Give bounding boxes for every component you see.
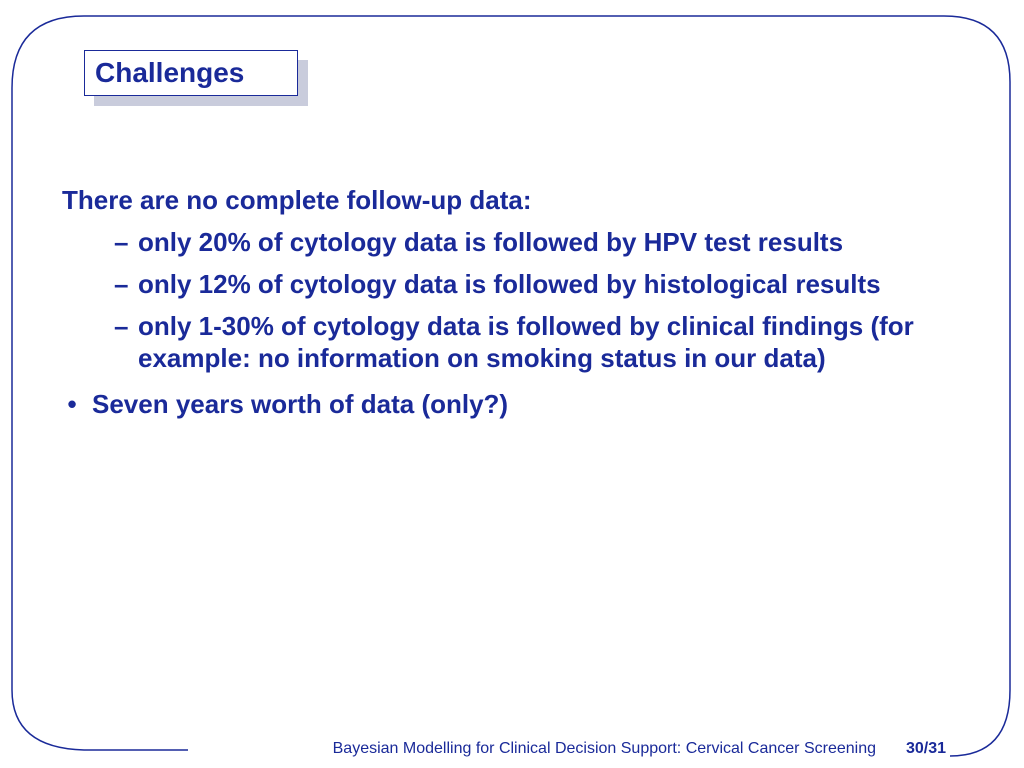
sub-item-text: only 20% of cytology data is followed by HPV test results [138,227,844,257]
sub-item [114,226,918,258]
sub-item-text: only 1-30% of cytology data is followed by clinical findings (for example: no information on smoking status in our data) [138,311,914,373]
page-number: 30/31 [905,740,946,757]
dash-marker: – [114,269,129,299]
sub-item [114,268,918,300]
dash-marker: – [114,227,129,257]
slide-content [62,184,962,420]
sub-item [114,310,918,374]
dash-marker: – [114,311,129,341]
title-box [84,50,298,96]
sub-item-text: only 12% of cytology data is followed by histological results [138,269,881,299]
bullet-marker: • [67,389,77,419]
intro-text: There are no complete follow-up data: [62,185,532,215]
slide-title: Challenges [95,57,245,88]
footer-title: Bayesian Modelling for Clinical Decision Support: Cervical Cancer Screening [332,740,876,757]
bullet-text: Seven years worth of data (only?) [92,389,509,419]
bullet-item [67,388,962,420]
